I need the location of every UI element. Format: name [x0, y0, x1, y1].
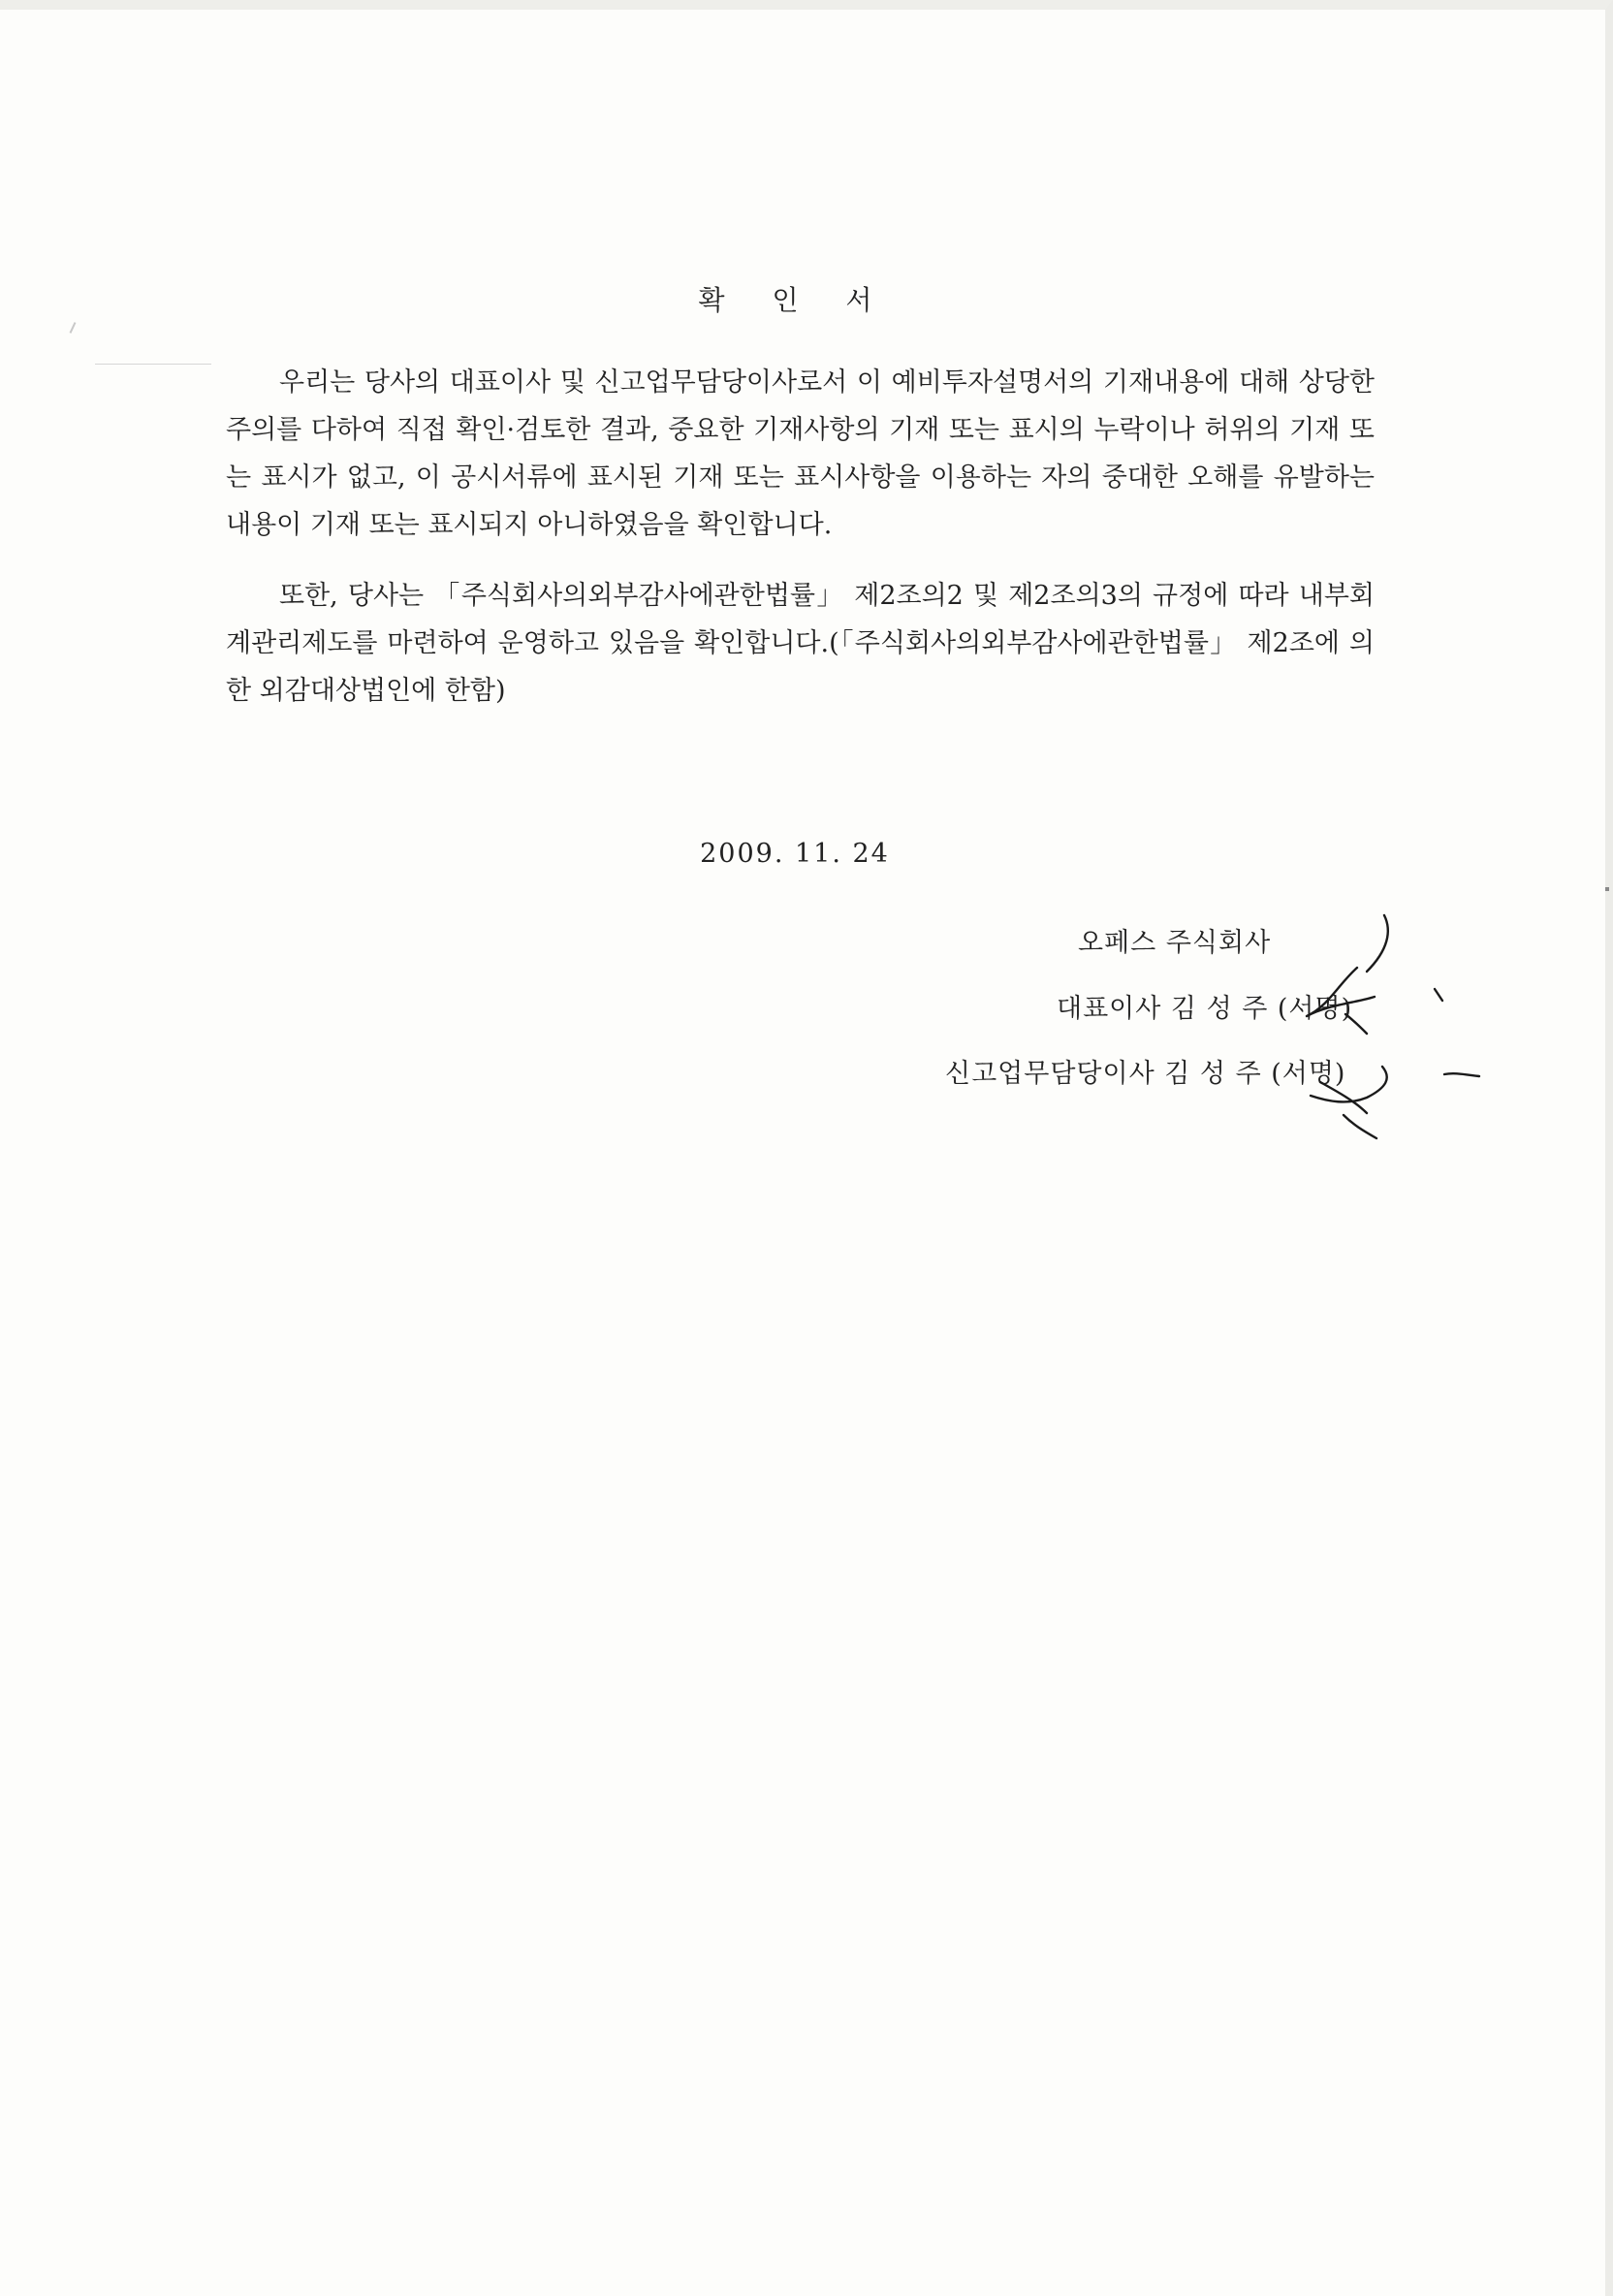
- document-title: 확 인 서: [698, 284, 892, 316]
- confirmation-paragraph: 우리는 당사의 대표이사 및 신고업무담당이사로서 이 예비투자설명서의 기재내용에 대해 상당한 주의를 다하여 직접 확인·검토한 결과, 중요한 기재사항의 기재 또는 표시의 누락이나 허위의 기재 또는 표시가 없고, 이 공시서류에 표시된 기재 또는 표시사항을 이용하는 자의 중대한 오해를 유발하는 내용이 기재 또는 표시되지 아니하였음을 확인합니다.: [226, 367, 1375, 540]
- ceo-signature-line: 대표이사 김 성 주 (서명): [1057, 994, 1353, 1024]
- officer-signature-line: 신고업무담당이사 김 성 주 (서명): [945, 1059, 1346, 1089]
- scan-line: [95, 364, 211, 365]
- scan-mark: [70, 322, 77, 334]
- internal-accounting-paragraph: 또한, 당사는 「주식회사의외부감사에관한법률」 제2조의2 및 제2조의3의 규정에 따라 내부회계관리제도를 마련하여 운영하고 있음을 확인합니다.(「주식회사의외부감사에관한법률」 제2조에 의한 외감대상법인에 한함): [226, 581, 1375, 706]
- company-name: 오페스 주식회사: [1078, 928, 1272, 958]
- handwritten-signature: [1299, 911, 1483, 1144]
- scan-dot: [1605, 887, 1609, 891]
- document-date: 2009. 11. 24: [700, 839, 890, 869]
